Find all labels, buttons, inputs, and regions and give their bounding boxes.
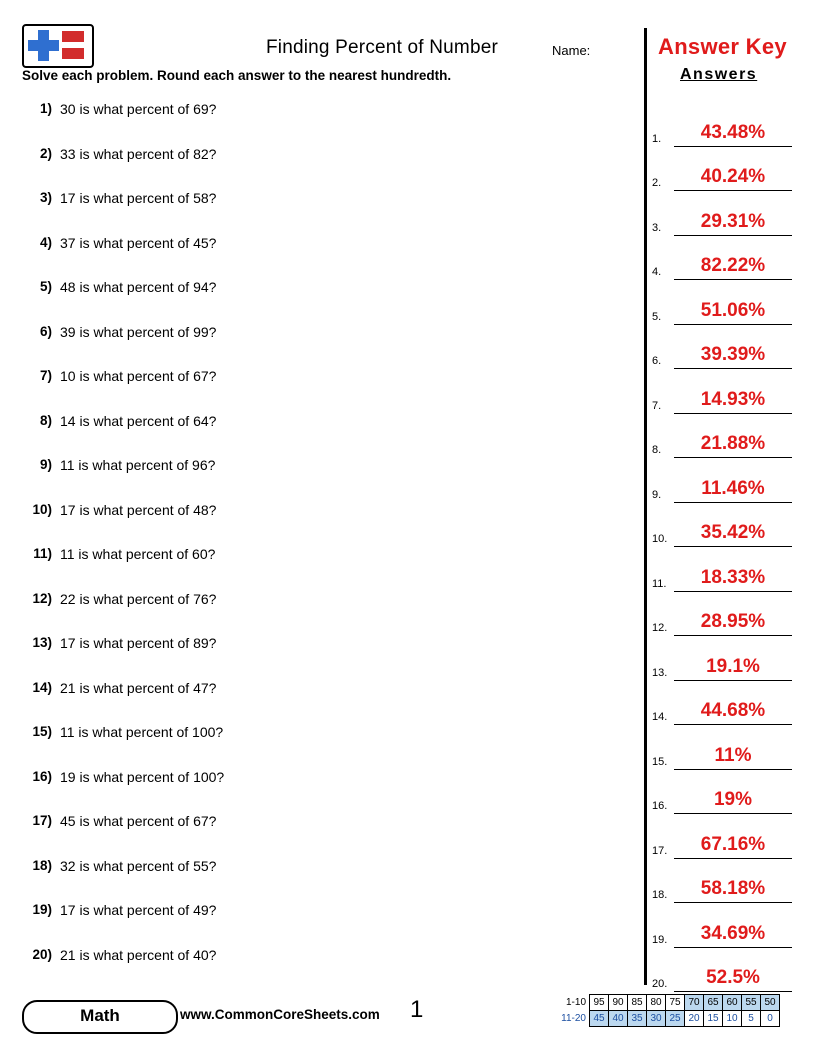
problem-text: 14 is what percent of 64? <box>60 412 217 429</box>
score-table-row <box>556 1011 780 1027</box>
answer-item <box>652 778 802 823</box>
answer-value: 11.46% <box>701 477 765 499</box>
score-cell: 90 <box>609 995 628 1011</box>
logo-red-bar-bottom <box>62 48 84 59</box>
answer-index: 15. <box>652 755 668 768</box>
answer-item <box>652 377 802 422</box>
answer-index: 12. <box>652 622 668 634</box>
answer-index: 7. <box>652 399 662 412</box>
problem-text: 48 is what percent of 94? <box>60 279 217 295</box>
problem-text: 22 is what percent of 76? <box>60 590 217 607</box>
problem-text: 37 is what percent of 45? <box>60 234 217 251</box>
page-title: Finding Percent of Number <box>265 37 499 58</box>
problem-item <box>22 541 622 586</box>
score-cell: 60 <box>723 995 742 1011</box>
problem-text: 11 is what percent of 100? <box>60 724 224 740</box>
problem-text: 32 is what percent of 55? <box>60 857 217 874</box>
answer-item <box>652 288 802 333</box>
answer-item <box>652 199 802 244</box>
problem-text: 17 is what percent of 58? <box>60 190 217 206</box>
answer-index: 10. <box>652 533 668 545</box>
answer-index: 13. <box>652 666 668 679</box>
answer-item <box>652 511 802 556</box>
problem-number: 8) <box>39 412 52 428</box>
answer-item <box>652 689 802 734</box>
problem-item <box>22 408 622 453</box>
problem-text: 21 is what percent of 40? <box>60 946 217 963</box>
answer-value: 51.06% <box>700 299 766 321</box>
score-cell: 85 <box>628 995 647 1011</box>
problem-text: 21 is what percent of 47? <box>60 679 217 696</box>
problem-number: 12) <box>32 590 52 606</box>
score-cell: 50 <box>761 995 780 1011</box>
answer-index: 14. <box>652 711 668 723</box>
problem-item <box>22 942 622 987</box>
problem-number: 17) <box>32 813 52 828</box>
answer-value: 28.95% <box>700 611 766 632</box>
answers-heading: Answers <box>680 66 758 83</box>
problem-number: 2) <box>39 145 52 161</box>
answer-item <box>652 822 802 867</box>
score-table <box>556 994 780 1027</box>
answer-index: 2. <box>652 177 662 189</box>
answer-value: 58.18% <box>700 878 766 899</box>
score-row-label: 11-20 <box>561 1013 586 1024</box>
logo-plus-vertical <box>38 30 49 61</box>
problem-number: 18) <box>32 857 52 873</box>
problem-item <box>22 675 622 720</box>
answer-item <box>652 422 802 467</box>
problem-number: 19) <box>32 902 52 917</box>
answer-index: 1. <box>652 132 662 145</box>
problem-item <box>22 230 622 275</box>
answer-value: 19% <box>713 789 753 810</box>
answer-index: 6. <box>652 355 662 367</box>
answer-item <box>652 333 802 378</box>
name-label: Name: <box>552 43 591 58</box>
problem-item <box>22 497 622 542</box>
answer-index: 8. <box>652 444 662 456</box>
answer-index: 11. <box>652 577 667 590</box>
score-cell: 25 <box>666 1011 685 1027</box>
problems-list <box>22 96 622 986</box>
answer-item <box>652 466 802 511</box>
problem-item <box>22 764 622 809</box>
answer-item <box>652 733 802 778</box>
problem-item <box>22 452 622 497</box>
problem-number: 14) <box>32 679 52 695</box>
problem-text: 19 is what percent of 100? <box>60 768 225 785</box>
problem-number: 13) <box>32 635 52 650</box>
problem-number: 4) <box>39 234 52 250</box>
problem-text: 10 is what percent of 67? <box>60 368 217 384</box>
problem-number: 1) <box>39 101 52 116</box>
instructions-text: Solve each problem. Round each answer to the nearest hundredth. <box>22 68 452 83</box>
score-cell: 55 <box>742 995 761 1011</box>
score-cell: 30 <box>647 1011 666 1027</box>
website-text: www.CommonCoreSheets.com <box>180 1007 380 1022</box>
score-cell: 10 <box>723 1011 742 1027</box>
score-cell: 15 <box>704 1011 723 1027</box>
answer-value: 67.16% <box>700 833 766 855</box>
answer-value: 52.5% <box>706 967 760 988</box>
answer-item <box>652 867 802 912</box>
problem-text: 30 is what percent of 69? <box>60 101 217 117</box>
answer-value: 11% <box>714 744 752 766</box>
answer-value: 40.24% <box>700 166 766 187</box>
answer-index: 17. <box>652 844 668 857</box>
problem-item <box>22 363 622 408</box>
logo-red-bar-top <box>62 31 84 42</box>
answer-value: 19.1% <box>706 655 760 677</box>
answer-item <box>652 110 802 155</box>
answer-item <box>652 600 802 645</box>
answer-value: 18.33% <box>700 566 766 588</box>
problem-item <box>22 586 622 631</box>
subject-badge <box>22 1000 178 1034</box>
score-table-row <box>556 995 780 1011</box>
problem-text: 45 is what percent of 67? <box>60 813 217 829</box>
answer-item <box>652 155 802 200</box>
answer-index: 4. <box>652 266 662 278</box>
score-cell: 35 <box>628 1011 647 1027</box>
problem-number: 5) <box>39 279 52 294</box>
worksheet-footer <box>0 994 816 1056</box>
score-cell: 0 <box>761 1011 780 1027</box>
score-cell: 45 <box>590 1011 609 1027</box>
problem-item <box>22 719 622 764</box>
problem-item <box>22 185 622 230</box>
answer-key-stamp: Answer Key <box>658 34 787 59</box>
problem-number: 9) <box>39 457 52 472</box>
problem-text: 17 is what percent of 48? <box>60 501 217 518</box>
column-divider <box>644 28 647 985</box>
page-number: 1 <box>410 996 424 1023</box>
score-cell: 5 <box>742 1011 761 1027</box>
subject-label: Math <box>80 1006 120 1025</box>
problem-text: 11 is what percent of 60? <box>60 546 216 562</box>
problem-number: 15) <box>32 724 52 739</box>
problem-item <box>22 274 622 319</box>
answer-index: 19. <box>652 933 668 946</box>
score-cell: 70 <box>685 995 704 1011</box>
problem-number: 16) <box>32 768 52 784</box>
problem-number: 7) <box>39 368 52 383</box>
problem-number: 6) <box>39 323 52 339</box>
problem-number: 11) <box>33 546 52 561</box>
answer-index: 3. <box>652 221 662 234</box>
problem-item <box>22 141 622 186</box>
problem-number: 10) <box>32 501 52 517</box>
answer-value: 14.93% <box>700 388 766 410</box>
problem-text: 11 is what percent of 96? <box>60 457 216 473</box>
score-cell: 80 <box>647 995 666 1011</box>
plus-blocks-logo-icon <box>22 24 94 68</box>
answer-value: 82.22% <box>700 255 766 276</box>
problem-item <box>22 319 622 364</box>
answer-item <box>652 644 802 689</box>
problem-text: 17 is what percent of 89? <box>60 635 217 651</box>
answer-index: 9. <box>652 488 662 501</box>
answer-value: 43.48% <box>700 121 766 143</box>
problem-item <box>22 853 622 898</box>
answer-item <box>652 555 802 600</box>
problem-item <box>22 96 622 141</box>
score-cell: 75 <box>666 995 685 1011</box>
problem-number: 20) <box>32 946 52 962</box>
answer-item <box>652 911 802 956</box>
problem-text: 33 is what percent of 82? <box>60 145 217 162</box>
answer-value: 35.42% <box>700 522 766 543</box>
answer-value: 44.68% <box>700 700 766 721</box>
problem-item <box>22 630 622 675</box>
score-row-label: 1-10 <box>565 997 586 1008</box>
answer-index: 5. <box>652 310 662 323</box>
problem-text: 17 is what percent of 49? <box>60 902 217 918</box>
score-cell: 95 <box>590 995 609 1011</box>
answer-index: 18. <box>652 889 668 901</box>
problem-number: 3) <box>39 190 52 205</box>
answer-value: 29.31% <box>700 210 766 232</box>
answer-value: 34.69% <box>700 922 766 944</box>
answer-value: 21.88% <box>700 433 766 454</box>
answer-value: 39.39% <box>700 344 766 365</box>
score-cell: 40 <box>609 1011 628 1027</box>
worksheet-header <box>22 24 794 72</box>
answer-index: 20. <box>652 978 668 990</box>
problem-item <box>22 808 622 853</box>
answer-index: 16. <box>652 800 668 812</box>
problem-text: 39 is what percent of 99? <box>60 323 217 340</box>
score-cell: 65 <box>704 995 723 1011</box>
score-cell: 20 <box>685 1011 704 1027</box>
problem-item <box>22 897 622 942</box>
answers-list <box>652 110 802 1000</box>
answer-item <box>652 244 802 289</box>
